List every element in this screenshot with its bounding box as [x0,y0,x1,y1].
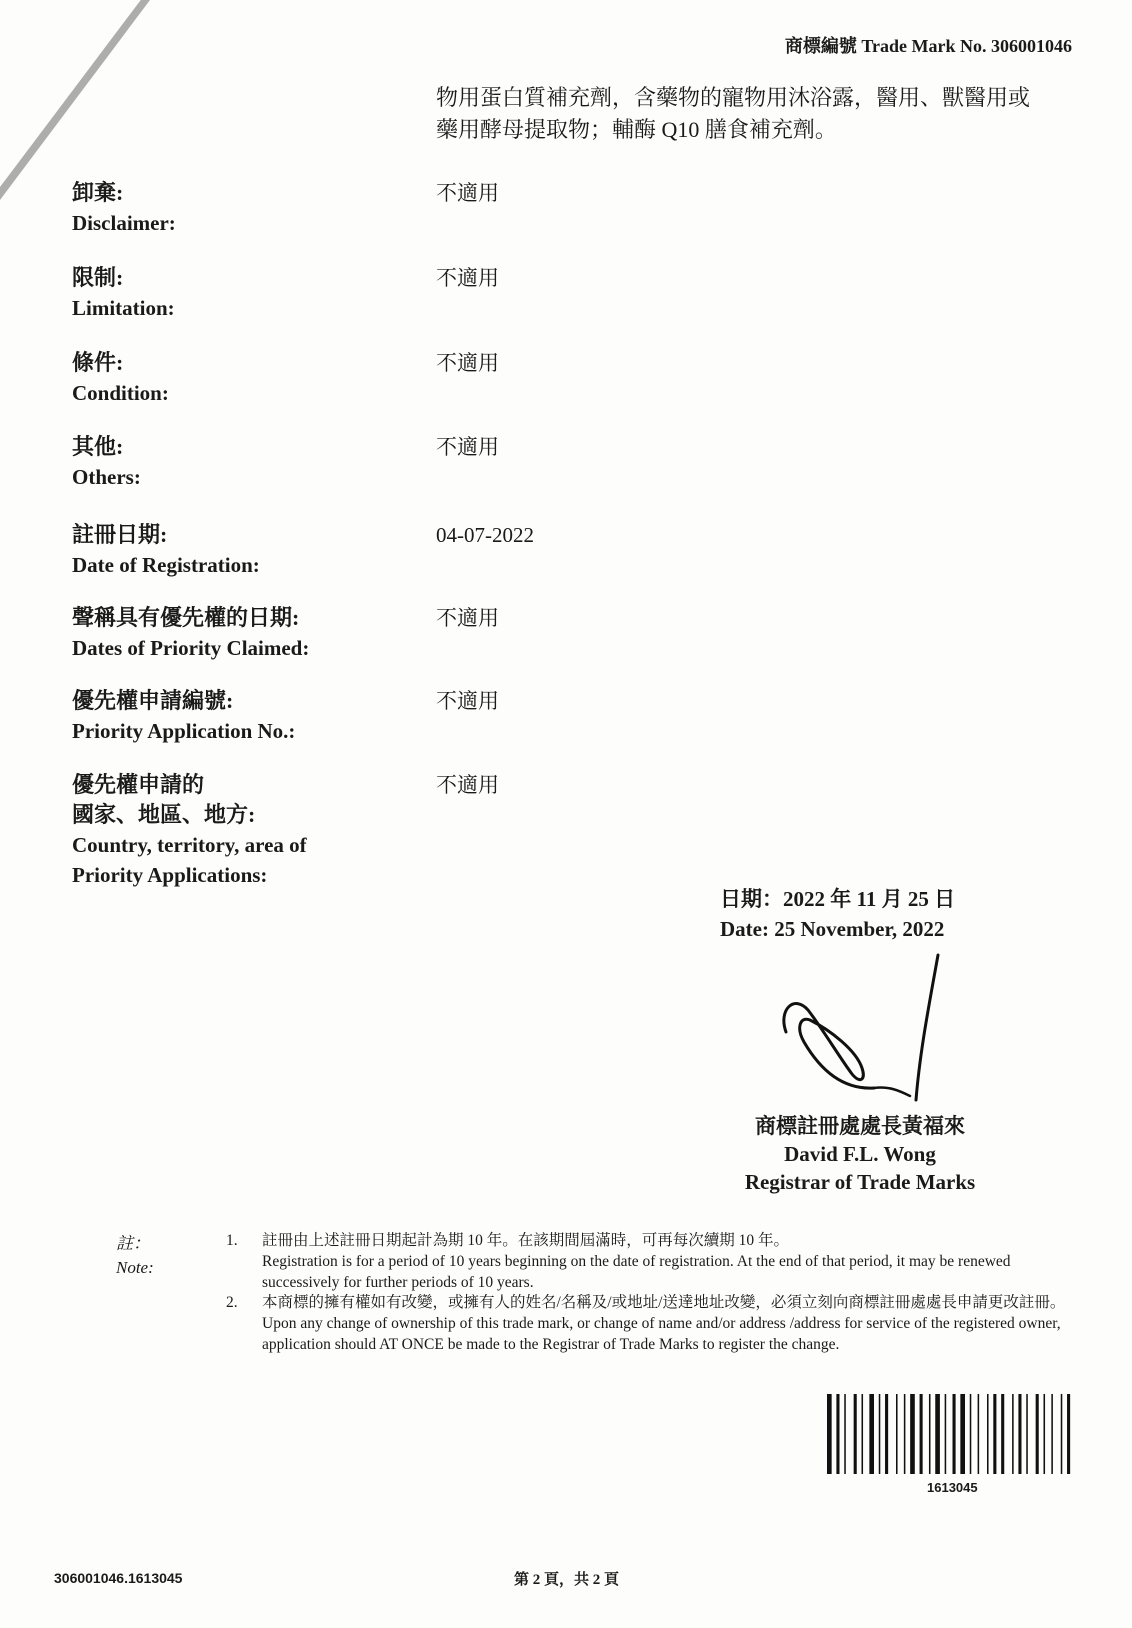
barcode-bar [970,1394,972,1474]
barcode-bar [960,1394,965,1474]
field-label-zh: 聲稱具有優先權的日期: [72,605,300,630]
field-value: 不適用 [436,181,499,205]
barcode-bar [993,1394,996,1474]
field-label-en: Country, territory, area of [72,833,307,857]
field-value: 不適用 [436,606,499,630]
registrar-zh: 商標註冊處處長黃福來 [755,1114,965,1138]
barcode-bar [879,1394,881,1474]
field-value: 不適用 [436,435,499,459]
barcode-bar [1018,1394,1021,1474]
scan-corner-fill [0,0,143,191]
field-label-zh-2: 國家、地區、地方: [72,802,256,827]
note-item [226,1292,1086,1355]
issue-date-zh: 日期：2022 年 11 月 25 日 [720,887,956,911]
field-label-zh: 其他: [72,434,124,459]
page-number: 第 2 頁，共 2 頁 [514,1572,620,1588]
field-label-zh: 卸棄: [72,180,124,205]
field-value: 不適用 [436,351,499,375]
barcode-bar [885,1394,888,1474]
barcode-bar [896,1394,898,1474]
barcode-bar [987,1394,989,1474]
document-id: 306001046.1613045 [54,1570,183,1586]
barcode-bar [1026,1394,1028,1474]
barcode-bar [910,1394,915,1474]
field-label-zh: 註冊日期: [72,522,168,547]
note-text-en: Registration is for a period of 10 years beginning on the date of registration. At the end of that period, it may be renewed successively for further periods of 10 years. [262,1253,1011,1291]
barcode-bar [1067,1394,1070,1474]
barcode-bar [1036,1394,1039,1474]
note-text-zh: 註冊由上述註冊日期起計為期 10 年。在該期間屆滿時，可再每次續期 10 年。 [262,1232,790,1249]
registrar-name: David F.L. Wong [784,1142,936,1166]
barcode-bar [869,1394,874,1474]
barcode-bar [1001,1394,1004,1474]
issue-date [720,884,1020,944]
field-label-en-2: Priority Applications: [72,863,268,887]
field-label-en: Others: [72,465,141,489]
field-label-zh: 條件: [72,350,124,375]
barcode-bar [953,1394,956,1474]
goods-line-2: 藥用酵母提取物；輔酶 Q10 膳食補充劑。 [436,117,837,142]
barcode-bar [854,1394,857,1474]
goods-description [436,82,1076,146]
field-value: 不適用 [436,773,499,797]
barcode-bar [1061,1394,1063,1474]
barcode-bar [904,1394,906,1474]
barcode [827,1394,1087,1474]
barcode-bar [1012,1394,1014,1474]
barcode-bar [945,1394,947,1474]
field-label-zh: 優先權申請編號: [72,688,234,713]
note-item [226,1230,1086,1293]
barcode-bar [929,1394,931,1474]
issue-date-en: Date: 25 November, 2022 [720,917,945,941]
barcode-bar [862,1394,864,1474]
barcode-bar [844,1394,846,1474]
field-label-zh: 優先權申請的 [72,772,205,797]
registrar-signature [770,950,990,1110]
trade-mark-number: 商標編號 Trade Mark No. 306001046 [784,36,1072,56]
barcode-bar [1044,1394,1046,1474]
note-text-en: Upon any change of ownership of this trade mark, or change of name and/or address /address for service of the registered owner, application should AT ONCE be made to the Registrar of Trade Marks to register the change. [262,1315,1061,1353]
registrar-title: Registrar of Trade Marks [744,1170,976,1194]
barcode-bar [1051,1394,1053,1474]
note-label [116,1232,154,1280]
registrar-block [720,1112,1000,1196]
field-value: 04-07-2022 [436,523,534,547]
field-label-en: Dates of Priority Claimed: [72,636,310,660]
field-label-en: Date of Registration: [72,553,260,577]
barcode-bar [935,1394,940,1474]
field-label-en: Condition: [72,381,169,405]
field-label-zh: 限制: [72,265,124,290]
barcode-bar [978,1394,980,1474]
barcode-bar [920,1394,923,1474]
note-label-en: Note: [116,1258,154,1277]
note-text-zh: 本商標的擁有權如有改變，或擁有人的姓名/名稱及/或地址/送達地址改變，必須立刻向商標註冊處處長申請更改註冊。 [262,1294,1066,1311]
field-label-en: Disclaimer: [72,211,176,235]
note-number: 2. [226,1294,238,1311]
barcode-number: 1613045 [927,1480,978,1495]
field-label-en: Priority Application No.: [72,719,296,743]
goods-line-1: 物用蛋白質補充劑，含藥物的寵物用沐浴露，醫用、獸醫用或 [436,85,1031,110]
field-value: 不適用 [436,266,499,290]
barcode-bar [827,1394,832,1474]
field-label-en: Limitation: [72,296,175,320]
note-label-zh: 註： [116,1234,150,1253]
note-number: 1. [226,1232,238,1249]
barcode-bar [836,1394,839,1474]
field-value: 不適用 [436,689,499,713]
